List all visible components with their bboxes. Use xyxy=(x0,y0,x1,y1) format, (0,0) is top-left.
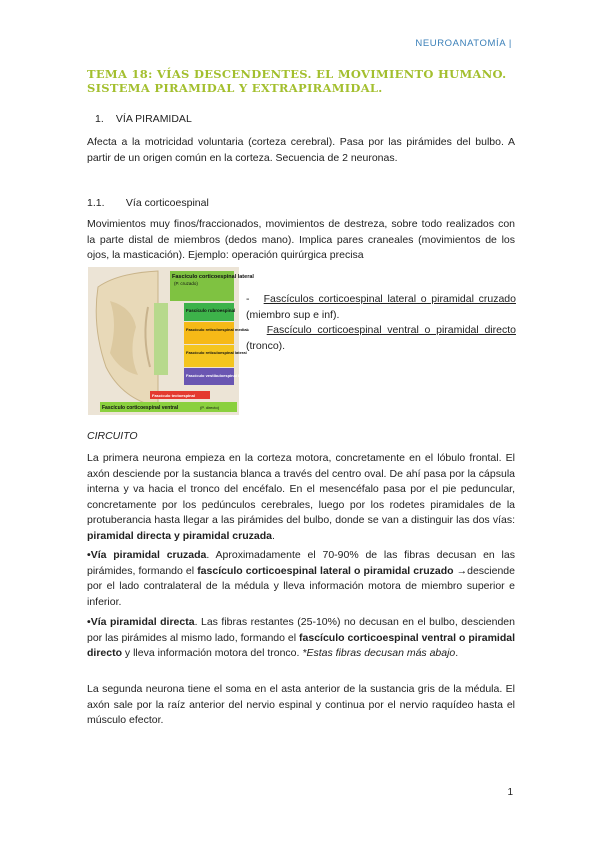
bullet-via-cruzada: •Vía piramidal cruzada. Aproximadamente el 70-90% de las fibras decusan en las pirámides, formando el fascículo corticoespinal lateral o piramidal cruzado →desciende por el lado contralateral de la médula y lleva información motora de miembro superior e inferior. xyxy=(87,549,515,608)
label-vestibuloespinal: Fascículo vestibuloespinal lateral xyxy=(186,373,250,378)
list-item: - Fascículos corticoespinal lateral o piramidal cruzado (miembro sup e inf). xyxy=(246,293,516,321)
section-heading-1 xyxy=(95,113,192,125)
spinal-cord-diagram xyxy=(88,267,254,415)
bullet-icon: • xyxy=(87,549,91,561)
label-rubroespinal: Fascículo rubroespinal xyxy=(186,308,236,313)
circuito-paragraph: La primera neurona empieza en la corteza motora, concretamente en el lóbulo frontal. El axón desciende por la sustancia blanca a través del centro oval. De ahí pasa por la cápsula interna y va hacia el tronco del encéfalo. En el mesencéfalo pasa por el pie peduncular, concretamente por los pedúnculos cerebrales, luego por los rodetes piramidales de la protuberancia hasta llegar a las pirámides del bulbo, donde se van a distinguir las dos vías: piramidal directa y piramidal cruzada. xyxy=(87,452,515,542)
section-1-paragraph: Afecta a la motricidad voluntaria (corteza cerebral). Pasa por las pirámides del bulbo. A partir de un origen común en la corteza. Secuencia de 2 neuronas. xyxy=(87,136,515,164)
bullet-icon: • xyxy=(87,616,91,628)
circuito-heading: CIRCUITO xyxy=(87,430,138,442)
running-header: NEUROANATOMÍA | xyxy=(415,38,512,49)
label-p-directo: (P. directo) xyxy=(200,405,220,410)
label-corticoespinal-lateral: Fascículo corticoespinal lateral xyxy=(172,274,254,280)
section-label: VÍA PIRAMIDAL xyxy=(115,113,192,125)
document-title: TEMA 18: VÍAS DESCENDENTES. EL MOVIMIENTO HUMANO. SISTEMA PIRAMIDAL Y EXTRAPIRAMIDAL. xyxy=(87,67,507,95)
list-item-term: Fascículos corticoespinal lateral o piramidal cruzado xyxy=(263,293,516,305)
subsection-number: 1.1. xyxy=(87,197,105,209)
subsection-label: Vía corticoespinal xyxy=(125,197,209,209)
final-paragraph: La segunda neurona tiene el soma en el asta anterior de la sustancia gris de la médula. El axón sale por la raíz anterior del nervio espinal y continua por el nervio raquídeo hasta el músculo efector. xyxy=(87,683,515,726)
bullet-via-directa: •Vía piramidal directa. Las fibras restantes (25-10%) no decusan en el bulbo, descienden por las pirámides al mismo lado, formando el fascículo corticoespinal ventral o piramidal directo y lleva información motora del tronco. *Estas fibras decusan más abajo. xyxy=(87,616,516,659)
section-1-1-paragraph: Movimientos muy finos/fraccionados, movimientos de destreza, sobre todo realizados con la parte distal de miembros (dedos mano). Implica pares craneales (movimientos de los ojos, la masticación). Ejemplo: operación quirúrgica precisa xyxy=(87,218,515,261)
label-reticuloespinal-medial: Fascículo reticuloespinal medial xyxy=(186,327,248,332)
fasciculos-list xyxy=(246,292,516,354)
label-p-cruzado: (P. cruzado) xyxy=(174,281,198,286)
label-tectoespinal: Fascículo tectoespinal xyxy=(152,393,195,398)
list-item-term: Fascículo corticoespinal ventral o piramidal directo xyxy=(266,324,516,336)
page-number: 1 xyxy=(507,787,513,798)
section-number: 1. xyxy=(95,113,104,125)
label-reticuloespinal-lateral: Fascículo reticuloespinal lateral xyxy=(186,350,247,355)
section-heading-1-1 xyxy=(87,197,209,209)
emphasis: piramidal directa y piramidal cruzada xyxy=(87,529,272,542)
label-corticoespinal-ventral: Fascículo corticoespinal ventral xyxy=(102,405,179,411)
list-item: - Fascículo corticoespinal ventral o piramidal directo (tronco). xyxy=(246,324,516,352)
